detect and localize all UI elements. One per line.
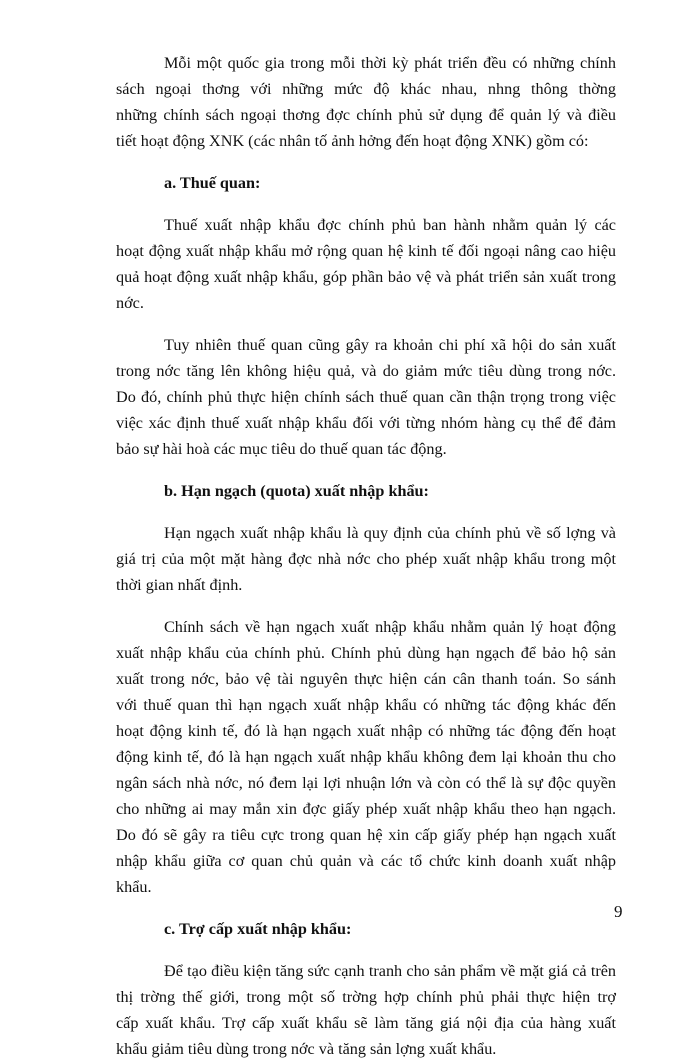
text-line: với thuế quan thì hạn ngạch xuất nhập khẩu có những tác động khác đến: [116, 696, 616, 714]
paragraph-quota-1: [116, 520, 616, 598]
text-line: Để tạo điều kiện tăng sức cạnh tranh cho sản phẩm về mặt giá cả trên: [164, 962, 616, 980]
text-line: bảo sự hài hoà các mục tiêu do thuế quan tác động.: [116, 440, 447, 458]
text-line: hoạt động xuất nhập khẩu mở rộng quan hệ kinh tế đối ngoại nâng cao hiệu: [116, 242, 616, 260]
text-line: động kinh tế, đó là hạn ngạch xuất nhập khẩu không đem lại khoản thu cho: [116, 748, 616, 766]
section-heading-tariff: a. Thuế quan:: [164, 174, 261, 192]
text-line: Chính sách về hạn ngạch xuất nhập khẩu nhằm quản lý hoạt động: [164, 618, 616, 636]
text-line: Mỗi một quốc gia trong mỗi thời kỳ phát triển đều có những chính: [164, 54, 616, 72]
text-line: ngân sách nhà nớc, nó đem lại lợi nhuận lớn và còn có thể là sự độc quyền: [116, 774, 616, 792]
text-line: xuất nhập khẩu của chính phủ. Chính phủ dùng hạn ngạch để bảo hộ sản: [116, 644, 616, 662]
paragraph-intro: [116, 50, 616, 154]
text-line: cấp xuất khẩu. Trợ cấp xuất khẩu sẽ làm tăng giá nội địa của hàng xuất: [116, 1014, 616, 1032]
text-line: trong nớc tăng lên không hiệu quả, và do giảm mức tiêu dùng trong nớc.: [116, 362, 616, 380]
text-line: quả hoạt động xuất nhập khẩu, góp phần bảo vệ và phát triển sản xuất trong: [116, 268, 616, 286]
paragraph-tariff-1: [116, 212, 616, 316]
text-line: việc xác định thuế xuất nhập khẩu đối với từng nhóm hàng cụ thể để đảm: [116, 414, 616, 432]
text-line: hoạt động kinh tế, đó là hạn ngạch xuất nhập có những tác động đến hoạt: [116, 722, 616, 740]
text-line: Hạn ngạch xuất nhập khẩu là quy định của chính phủ về số lợng và: [164, 524, 616, 542]
text-line: nớc.: [116, 294, 144, 312]
text-line: khẩu.: [116, 878, 152, 896]
text-line: những chính sách ngoại thơng đợc chính phủ sử dụng để quản lý và điều: [116, 106, 616, 124]
text-line: Do đó, chính phủ thực hiện chính sách thuế quan cần thận trọng trong việc: [116, 388, 616, 406]
text-line: tiết hoạt động XNK (các nhân tố ảnh hởng đến hoạt động XNK) gồm có:: [116, 132, 589, 150]
text-line: xuất trong nớc, bảo vệ tài nguyên thực hiện cán cân thanh toán. So sánh: [116, 670, 616, 688]
text-line: thời gian nhất định.: [116, 576, 243, 594]
text-line: sách ngoại thơng với những mức độ khác nhau, nhng thông thờng: [116, 80, 616, 98]
text-line: giá trị của một mặt hàng đợc nhà nớc cho phép xuất nhập khẩu trong một: [116, 550, 616, 568]
paragraph-quota-2: [116, 614, 616, 900]
page-number: 9: [614, 902, 623, 921]
text-line: cho những ai may mắn xin đợc giấy phép xuất nhập khẩu theo hạn ngạch.: [116, 800, 616, 818]
section-heading-quota: b. Hạn ngạch (quota) xuất nhập khẩu:: [164, 482, 429, 500]
paragraph-subsidy: [116, 958, 616, 1062]
text-line: Thuế xuất nhập khẩu đợc chính phủ ban hành nhằm quản lý các: [164, 216, 616, 234]
paragraph-tariff-2: [116, 332, 616, 462]
text-line: thị trờng thế giới, trong một số trờng hợp chính phủ phải thực hiện trợ: [116, 988, 616, 1006]
text-line: Tuy nhiên thuế quan cũng gây ra khoản chi phí xã hội do sản xuất: [164, 336, 616, 354]
text-line: nhập khẩu giữa cơ quan chủ quản và các tổ chức kinh doanh xuất nhập: [116, 852, 616, 870]
text-line: khẩu giảm tiêu dùng trong nớc và tăng sản lợng xuất khẩu.: [116, 1040, 497, 1058]
text-line: Do đó sẽ gây ra tiêu cực trong quan hệ xin cấp giấy phép hạn ngạch xuất: [116, 826, 616, 844]
section-heading-subsidy: c. Trợ cấp xuất nhập khẩu:: [164, 920, 352, 938]
